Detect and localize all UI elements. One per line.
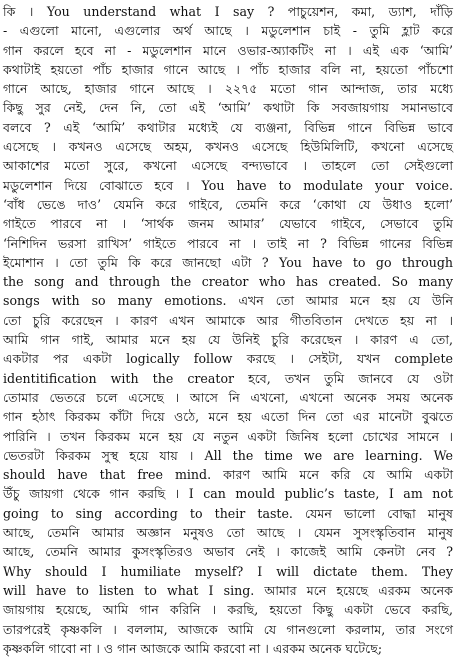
text-line: কি । You understand what I say ? পাচুয়েশন, কমা, ড্যাশ, দাঁড়ি <box>3 4 453 19</box>
text-line: ভেতরটা কিরকম সুস্থ হয়ে যায় । All the time we are learning. We <box>3 447 453 463</box>
text-line: এসেছে । কখনও এসেছে অহম, কখনও এসেছে হিউমিলিটি, কখনো এসেছে <box>3 139 453 155</box>
text-line: উঁচু জায়গা থেকে গান করছি । I can mould public’s taste, I am not <box>3 486 453 502</box>
text-line: কিছু সুর নেই, দেন নি, তো এই ‘আমি’ কথাটা কি সবজায়গায় সমানভাবে <box>3 100 453 116</box>
text-line: কথাটাই হয়তো পাঁচ হাজার গানে আছে । পাঁচ হাজার বলি না, হয়তো পাঁচশো <box>3 61 453 77</box>
text-line: গানে আছে, হাজার গানে আছে । ২২৭৫ মতো গান আন্দাজ, তার মধ্যে <box>3 81 453 97</box>
text-line: should have that free mind. কারণ আমি মনে করি যে আমি একটা <box>3 467 453 483</box>
text-line: আমি গান গাই, আমার মনে হয় যে উনিই চুরি করেছেন । কারণ এ তো, <box>3 332 453 348</box>
text-line: গান হঠাৎ কিরকম কাঁটা দিয়ে ওঠে, মনে হয় এতো দিন তো এর মানেটা বুঝতে <box>3 409 453 425</box>
text-line: মডুলেশান দিয়ে বোঝাতে হবে । You have to modulate your voice. <box>3 177 453 193</box>
text-line: আকাশের মতো সুরে, কখনো এসেছে বন্দ্যভাবে । তাহলে তো সেইগুলো <box>3 158 453 174</box>
text-line: কৃষ্ণকলি গাবো না । ও গান আজকে আমি করবো না । এরকম অনেক ঘটেছে; <box>3 640 383 656</box>
text-line: Why should I humiliate myself? I will dictate them. They <box>3 563 453 579</box>
text-line: আছে, তেমনি আমার অজ্ঞান মনুষও তো আছে । যেমন সুসংস্কৃতিবান মানুষ <box>3 525 453 541</box>
text-line: going to sing according to their taste. যেমন ভালো বোদ্ধা মানুষ <box>3 505 453 521</box>
text-line: তোমার ভেতরে চলে এসেছে । আসে নি এখনো, এখনো অনেক সময় অনেক <box>3 389 453 405</box>
text-line: identitification with the creator হবে, তখন তুমি জানবে যে ওটা <box>3 370 453 386</box>
text-line: তো চুরি করেছেন । কারণ এখন আমাকে আর গীতবিতান দেখতে হয় না । <box>3 312 453 328</box>
text-line: will have to listen to what I sing. আমার মনে হয়েছে এরকম অনেক <box>3 582 453 598</box>
body-paragraph <box>3 2 453 658</box>
text-line: তারপরেই কৃষ্ণকলি । বললাম, আজকে আমি যে গানগুলো করলাম, তার সংগে <box>3 621 453 637</box>
text-line: বলবে ? এই ‘আমি’ কথাটার মধ্যেই যে ব্যঞ্জনা, বিভিন্ন গানে বিভিন্ন ভাবে <box>3 119 453 135</box>
text-line: আছে, তেমনি আমার কুসংস্কৃতিরও অভাব নেই । কাজেই আমি কেনটা নেব ? <box>3 544 453 560</box>
text-line: গাইতে পারবে না । ‘সার্থক জনম আমার’ যেভাবে গাইবে, সেভাবে তুমি <box>3 216 453 232</box>
text-line: songs with so many emotions. এখন তো আমার মনে হয় যে উনি <box>3 293 453 309</box>
text-line: জায়গায় হয়েছে, আমি গান করিনি । করছি, হয়তো কিছু একটা ভেবে করছি, <box>3 602 453 618</box>
text-line: ইমোশান । তো তুমি কি করে জানছো এটা ? You have to go through <box>3 254 453 270</box>
text-line: ‘নিশিদিন ভরসা রাখিস’ গাইতে পারবে না । তাই না ? বিভিন্ন গানের বিভিন্ন <box>3 235 453 251</box>
text-line: পারিনি । তখন কিরকম মনে হয় যে নতুন একটা জিনিষ হলো চোখের সামনে । <box>3 428 453 444</box>
text-line: the song and through the creator who has created. So many <box>3 274 453 290</box>
text-line: ‘বাঁধ ভেঙে দাও’ যেমনি করে গাইবে, তেমনি করে ‘কোথা যে উধাও হলো’ <box>3 196 453 212</box>
text-line: একটার পর একটা logically follow করছে । সেইটা, যখন complete <box>3 351 453 367</box>
text-line: গান করলে হবে না - মডুলেশান মানে ওভার-অ্যাকটিং না । এই এক ‘আমি’ <box>3 42 453 58</box>
text-line: - এগুলো মানো, এগুলোর অর্থ আছে । মডুলেশান চাই - তুমি হ্লাট করে <box>3 23 453 39</box>
